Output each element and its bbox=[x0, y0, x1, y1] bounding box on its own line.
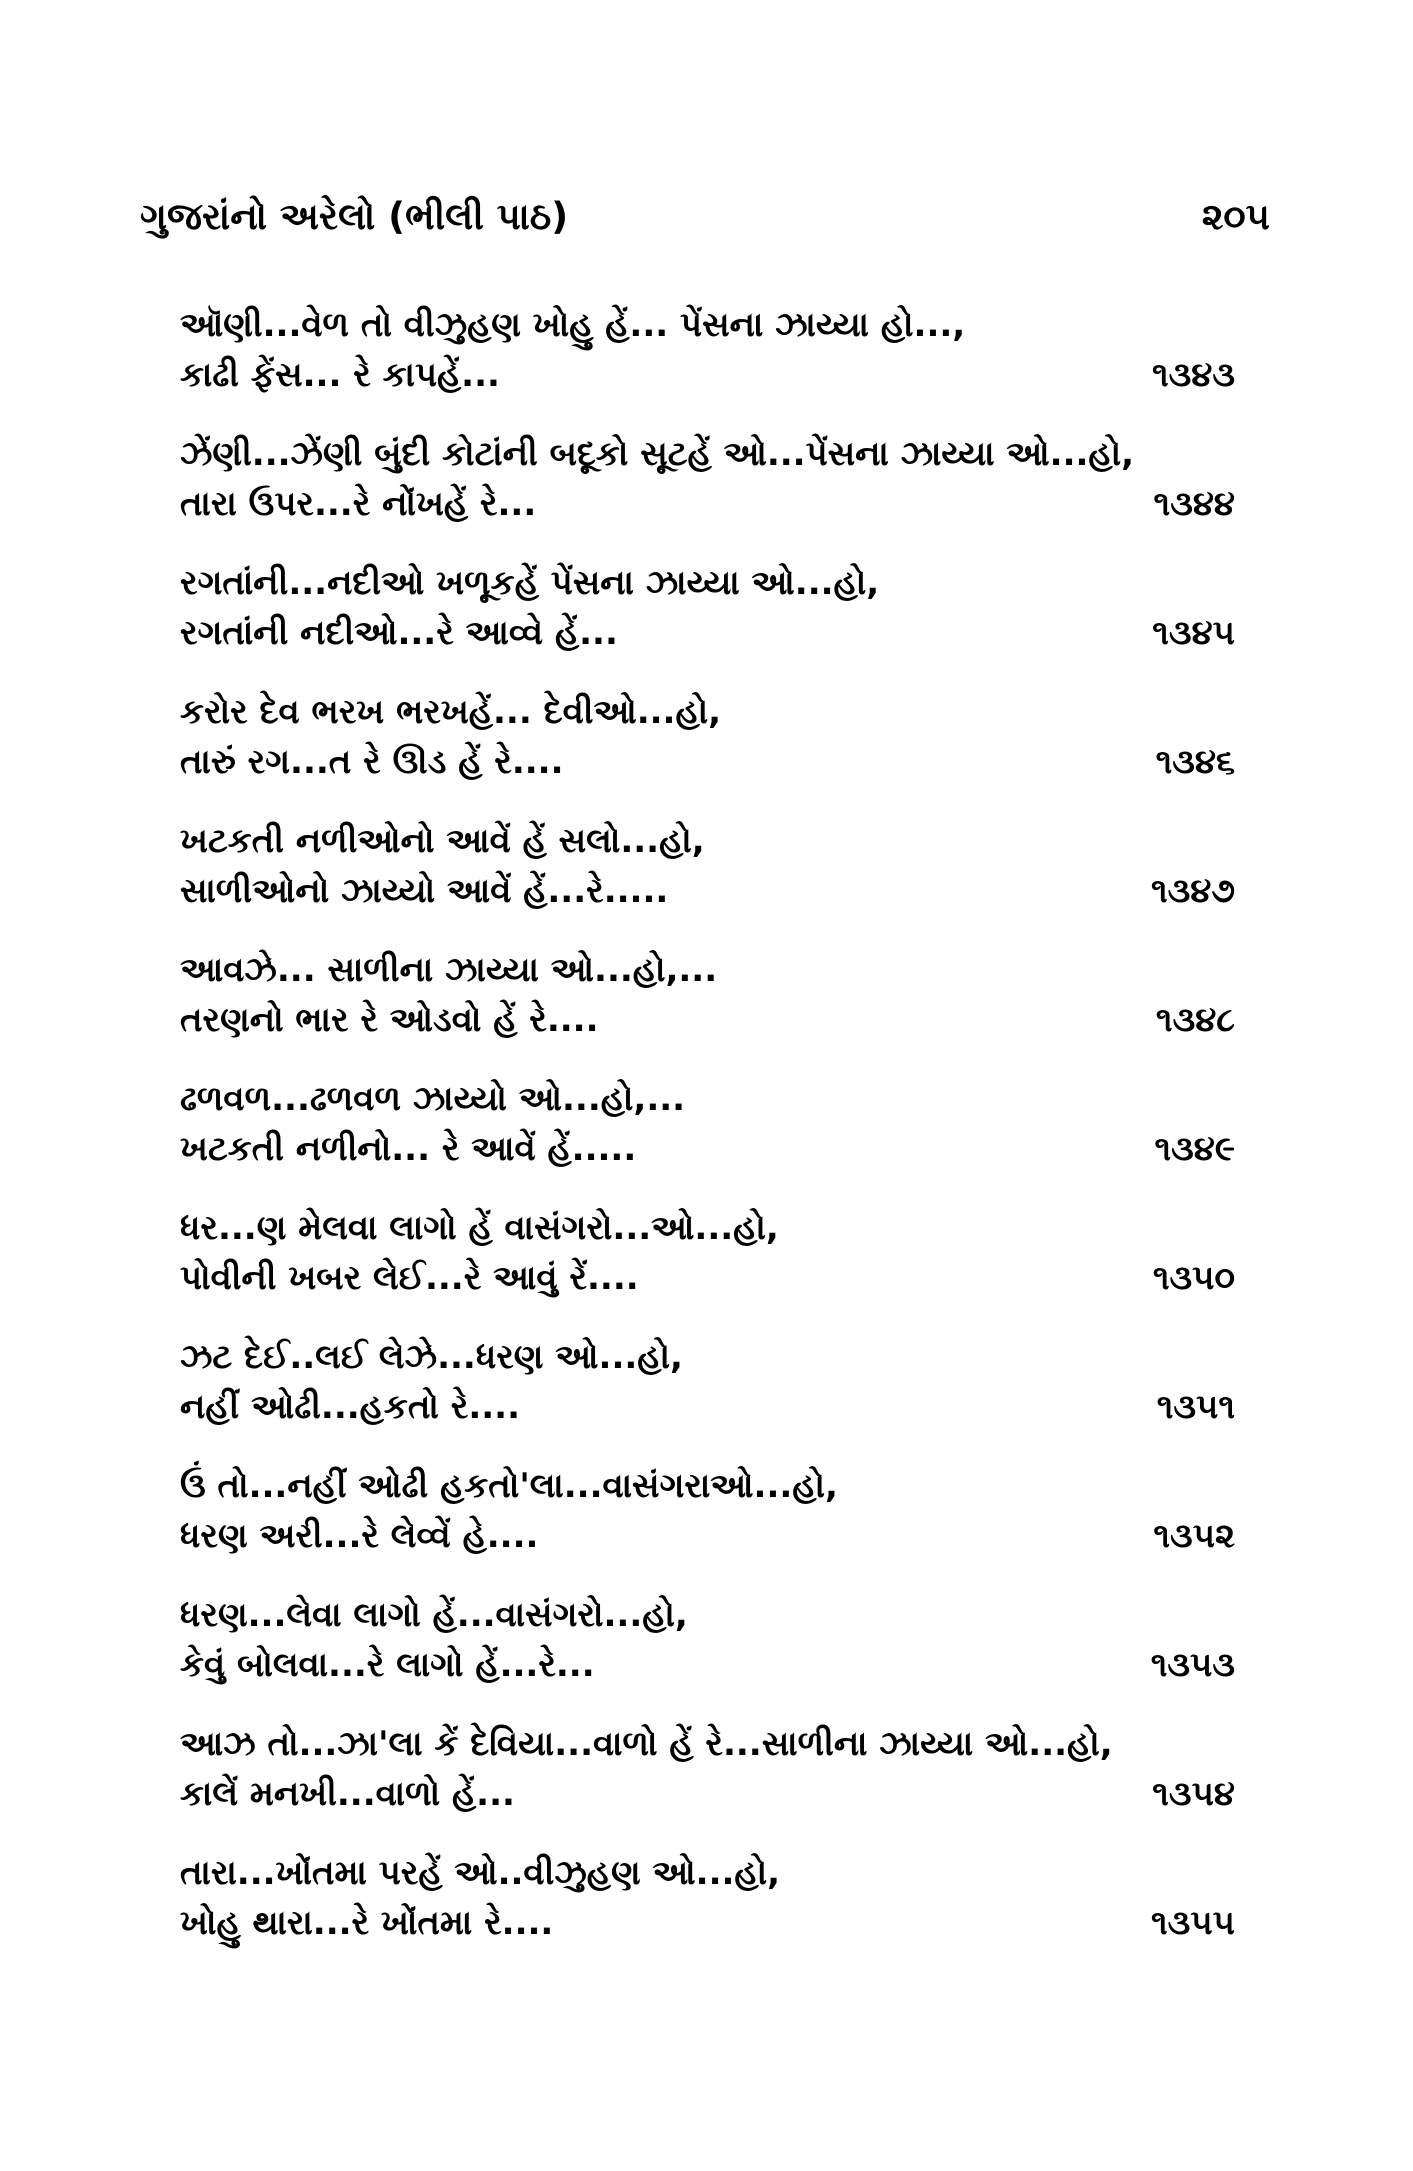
verse-number: ૧૩૫૦ bbox=[1152, 1258, 1235, 1298]
verse-number: ૧૩૪૮ bbox=[1155, 1000, 1235, 1040]
verse-line: ધરણ અરી...રે લેવ્વેં હે.... bbox=[180, 1516, 539, 1556]
verse-line-numbered bbox=[180, 866, 1235, 916]
stanza-1346 bbox=[180, 687, 1235, 816]
verse-line-numbered bbox=[180, 995, 1235, 1045]
verse-line: કાલેં મનખી...વાળો હેં... bbox=[180, 1774, 515, 1814]
verse-line-numbered bbox=[180, 608, 1235, 658]
verse-line-numbered bbox=[180, 1253, 1235, 1303]
stanza-1348 bbox=[180, 945, 1235, 1074]
verse-line: ખટકતી નળીઓનો આવેં હેં સલો...હો, bbox=[180, 821, 705, 861]
verse-number: ૧૩૫૫ bbox=[1151, 1903, 1235, 1943]
verse-line: કરોર દેવ ભરખ ભરખહેં... દેવીઓ...હો, bbox=[180, 692, 722, 732]
stanza-1349 bbox=[180, 1074, 1235, 1203]
verse-number: ૧૩૪૯ bbox=[1154, 1129, 1235, 1169]
stanza-1343 bbox=[180, 300, 1235, 429]
verse-number: ૧૩૪૫ bbox=[1152, 613, 1235, 653]
verse-line-numbered bbox=[180, 350, 1235, 400]
stanza-1345 bbox=[180, 558, 1235, 687]
stanza-1350 bbox=[180, 1203, 1235, 1332]
verse-list bbox=[180, 300, 1235, 1977]
verse-number: ૧૩૪૭ bbox=[1150, 871, 1235, 911]
verse-line-numbered bbox=[180, 1382, 1235, 1432]
verse-line: રગતાંની નદીઓ...રે આવ્વે હેં... bbox=[180, 613, 618, 653]
verse-line-numbered bbox=[180, 1124, 1235, 1174]
stanza-1354 bbox=[180, 1719, 1235, 1848]
verse-line: પોવીની ખબર લેઈ...રે આવું રેં.... bbox=[180, 1258, 639, 1298]
verse-number: ૧૩૫૧ bbox=[1156, 1387, 1235, 1427]
verse-line: કેવું બોલવા...રે લાગો હેં...રે... bbox=[180, 1645, 595, 1685]
stanza-1347 bbox=[180, 816, 1235, 945]
running-title: ગુજરાંનો અરેલો (ભીલી પાઠ) bbox=[140, 195, 569, 238]
verse-number: ૧૩૫૪ bbox=[1152, 1774, 1235, 1814]
verse-line: ઝટ દેઈ..લઈ લેઝે...ધરણ ઓ...હો, bbox=[180, 1337, 683, 1377]
verse-line-numbered bbox=[180, 479, 1235, 529]
verse-line: ધર...ણ મેલવા લાગો હેં વાસંગરો...ઓ...હો, bbox=[180, 1208, 779, 1248]
verse-line: ઉં તો...નહીં ઓઢી હકતો'લા...વાસંગરાઓ...હો, bbox=[180, 1466, 838, 1506]
stanza-1351 bbox=[180, 1332, 1235, 1461]
page-header bbox=[140, 195, 1270, 255]
verse-line-numbered bbox=[180, 1898, 1235, 1948]
verse-line: રગતાંની...નદીઓ ખળૂકહેં પેંસના ઝાય્યા ઓ...હો, bbox=[180, 563, 880, 603]
stanza-1353 bbox=[180, 1590, 1235, 1719]
verse-line: આઝ તો...ઝા'લા કેં દેવિયા...વાળો હેં રે...સાળીના ઝાય્યા ઓ...હો, bbox=[180, 1724, 1113, 1764]
verse-number: ૧૩૪૪ bbox=[1153, 484, 1235, 524]
stanza-1355 bbox=[180, 1848, 1235, 1977]
verse-line: ધરણ...લેવા લાગો હેં...વાસંગરો...હો, bbox=[180, 1595, 688, 1635]
verse-line: તારા...ખોંતમા પરહેં ઓ..વીઝુહણ ઓ...હો, bbox=[180, 1853, 781, 1893]
stanza-1344 bbox=[180, 429, 1235, 558]
verse-line: સાળીઓનો ઝાય્યો આવેં હેં...રે..... bbox=[180, 871, 669, 911]
verse-line-numbered bbox=[180, 737, 1235, 787]
verse-line: ખોહુ થારા...રે ખોંતમા રે.... bbox=[180, 1903, 554, 1943]
verse-line: કાઢી ફેંસ... રે કાપહેં... bbox=[180, 355, 500, 395]
verse-line: નહીં ઓઢી...હકતો રે.... bbox=[180, 1387, 520, 1427]
verse-line: તારું રગ...ત રે ઊડ હેં રે.... bbox=[180, 742, 564, 782]
verse-line: ખટકતી નળીનો... રે આવેં હેં..... bbox=[180, 1129, 637, 1169]
stanza-1352 bbox=[180, 1461, 1235, 1590]
verse-number: ૧૩૫૩ bbox=[1150, 1645, 1235, 1685]
verse-line: ઢળવળ...ઢળવળ ઝાય્યો ઓ...હો,... bbox=[180, 1079, 686, 1119]
verse-line: ઝેંણી...ઝેંણી બુંદી કોટાંની બદૂકો સૂટહેં ઓ...પેંસના ઝાય્યા ઓ...હો, bbox=[180, 434, 1134, 474]
verse-line-numbered bbox=[180, 1640, 1235, 1690]
verse-line-numbered bbox=[180, 1769, 1235, 1819]
verse-line: ઑણી...વેળ તો વીઝુહણ ખોહુ હેં... પેંસના ઝાય્યા હો..., bbox=[180, 305, 966, 345]
verse-line-numbered bbox=[180, 1511, 1235, 1561]
verse-line: આવઝે... સાળીના ઝાય્યા ઓ...હો,... bbox=[180, 950, 718, 990]
verse-line: તરણનો ભાર રે ઓડવો હેં રે.... bbox=[180, 1000, 599, 1040]
verse-number: ૧૩૫૨ bbox=[1153, 1516, 1235, 1556]
verse-number: ૧૩૪૬ bbox=[1155, 742, 1235, 782]
verse-line: તારા ઉપર...રે નોંખહેં રે... bbox=[180, 484, 537, 524]
verse-number: ૧૩૪૩ bbox=[1151, 355, 1235, 395]
page-number: ૨૦૫ bbox=[1201, 195, 1270, 238]
